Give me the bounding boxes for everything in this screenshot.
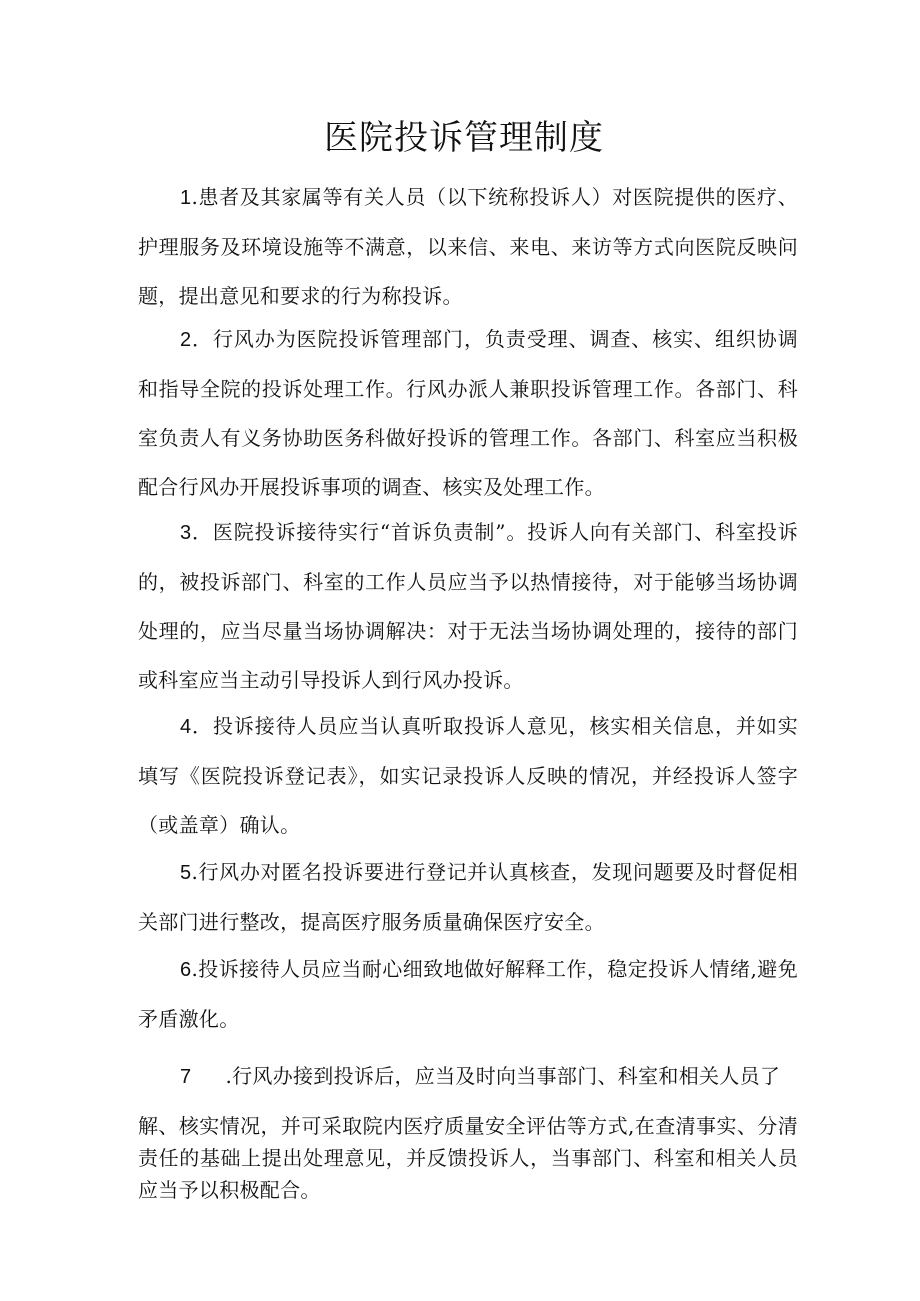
clause-6 — [138, 945, 798, 1044]
clause-1-number: 1 — [180, 187, 192, 209]
clause-2-text: ．行风办为医院投诉管理部门，负责受理、调查、核实、组织协调和指导全院的投诉处理工作。行风办派人兼职投诉管理工作。各部门、科室负责人有义务协助医务科做好投诉的管理工作。各部门、科室应当积极配合行风办开展投诉事项的调查、核实及处理工作。 — [138, 327, 798, 499]
clause-7-first-line — [138, 1052, 798, 1102]
clause-5-text: .行风办对匿名投诉要进行登记并认真核查，发现问题要及时督促相关部门进行整改，提高医疗服务质量确保医疗安全。 — [138, 860, 798, 934]
clause-7-number: 7 — [180, 1066, 192, 1088]
clause-4-number: 4 — [180, 716, 192, 738]
clause-2-number: 2 — [180, 329, 192, 351]
clause-7-continuation: 解、核实情况，并可采取院内医疗质量安全评估等方式,在查清事实、分清责任的基础上提出处理意见，并反馈投诉人，当事部门、科室和相关人员应当予以积极配合。 — [138, 1114, 798, 1202]
clause-4 — [138, 702, 798, 850]
clause-6-number: 6 — [180, 959, 192, 981]
clause-7-text-first: .行风办接到投诉后，应当及时向当事部门、科室和相关人员了 — [225, 1064, 781, 1088]
clause-1 — [138, 173, 798, 321]
clause-5-number: 5 — [180, 862, 192, 884]
clause-4-text: ．投诉接待人员应当认真听取投诉人意见，核实相关信息，并如实填写《医院投诉登记表》，如实记录投诉人反映的情况，并经投诉人签字（或盖章）确认。 — [138, 714, 798, 837]
clause-3-number: 3 — [180, 522, 192, 544]
clause-3 — [138, 508, 798, 705]
clause-2 — [138, 315, 798, 512]
clause-3-text: ．医院投诉接待实行“首诉负责制”。投诉人向有关部门、科室投诉的，被投诉部门、科室的工作人员应当予以热情接待，对于能够当场协调处理的，应当尽量当场协调解决：对于无法当场协调处理的，接待的部门或科室应当主动引导投诉人到行风办投诉。 — [138, 520, 798, 692]
clause-5 — [138, 848, 798, 947]
clause-6-text: .投诉接待人员应当耐心细致地做好解释工作，稳定投诉人情绪,避免矛盾激化。 — [138, 957, 798, 1031]
clause-1-text: .患者及其家属等有关人员（以下统称投诉人）对医院提供的医疗、护理服务及环境设施等不满意，以来信、来电、来访等方式向医院反映问题，提出意见和要求的行为称投诉。 — [138, 185, 798, 308]
document-title: 医院投诉管理制度 — [324, 118, 604, 158]
